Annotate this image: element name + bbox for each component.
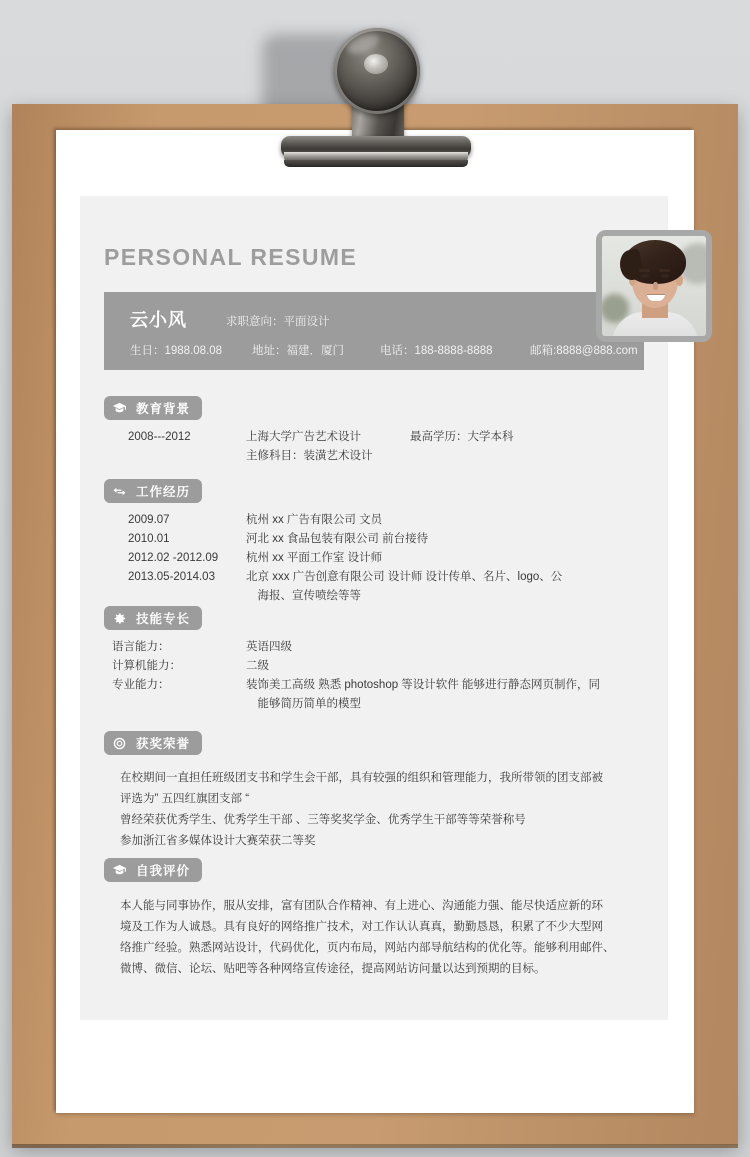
avatar-eye-right [661, 274, 669, 278]
skill-value-2: 装饰美工高级 熟悉 photoshop 等设计软件 能够进行静态网页制作，同 [246, 679, 600, 691]
clip-bar-bottom [284, 160, 468, 167]
gear-icon [112, 611, 127, 626]
skill-value-0: 英语四级 [246, 641, 292, 653]
section-header-education [104, 396, 202, 420]
work-period-0: 2009.07 [128, 514, 170, 526]
medal-icon [112, 736, 127, 751]
person-icon [112, 863, 127, 878]
profile-banner [104, 292, 644, 370]
education-extra [410, 428, 514, 447]
skills-labels [112, 638, 181, 695]
avatar-eye-left [641, 274, 649, 278]
exchange-arrows-icon [112, 484, 127, 499]
work-detail-4: 海报、宣传喷绘等等 [246, 590, 361, 602]
skill-label-1: 计算机能力： [112, 660, 181, 672]
page-title: PERSONAL RESUME [104, 244, 358, 270]
education-extra-0: 最高学历：大学本科 [410, 431, 514, 443]
self-eval-line-0: 本人能与同事协作，服从安排，富有团队合作精神、有上进心、沟通能力强、能尽快适应新的环 [120, 900, 603, 912]
contact-phone: 电话：188-8888-8888 [380, 345, 493, 357]
avatar [596, 230, 712, 342]
education-period-0: 2008---2012 [128, 431, 191, 443]
education-detail-1: 主修科目：装潢艺术设计 [246, 450, 373, 462]
section-label-skills: 技能专长 [136, 612, 191, 626]
resume-panel [80, 196, 668, 1020]
skill-value-3: 能够简历简单的模型 [246, 698, 361, 710]
work-period-1: 2010.01 [128, 533, 170, 545]
graduation-cap-icon [112, 401, 127, 416]
work-detail-3: 北京 xxx 广告创意有限公司 设计师 设计传单、名片、logo、公 [246, 571, 563, 583]
awards-line-3: 参加浙江省多媒体设计大赛荣获二等奖 [120, 835, 316, 847]
skill-value-1: 二级 [246, 660, 269, 672]
work-periods [128, 511, 218, 587]
education-details [246, 428, 373, 466]
section-header-work [104, 479, 202, 503]
awards-line-0: 在校期间一直担任班级团支书和学生会干部，具有较强的组织和管理能力，我所带领的团支部被 [120, 772, 603, 784]
avatar-nose [653, 282, 658, 290]
section-header-skills [104, 606, 202, 630]
work-detail-0: 杭州 xx 广告有限公司 文员 [246, 514, 383, 526]
avatar-photo [602, 236, 706, 336]
education-periods [128, 428, 191, 447]
self-eval-line-1: 境及工作为人诚恳。具有良好的网络推广技术，对工作认认真真，勤勤恳恳，积累了不少大型网 [120, 921, 603, 933]
education-detail-0: 上海大学广告艺术设计 [246, 431, 361, 443]
profile-name: 云小风 [130, 310, 187, 330]
skills-values [246, 638, 646, 714]
self-evaluation-text [120, 896, 650, 980]
section-label-awards: 获奖荣誉 [136, 737, 191, 751]
clipboard-clip-metal [0, 0, 750, 180]
avatar-brow-right [659, 269, 670, 272]
section-header-self-evaluation [104, 858, 202, 882]
contact-address: 地址：福建．厦门 [252, 345, 344, 357]
job-intent: 求职意向：平面设计 [226, 316, 330, 328]
avatar-brow-left [639, 269, 650, 272]
work-detail-1: 河北 xx 食品包装有限公司 前台接待 [246, 533, 429, 545]
work-detail-2: 杭州 xx 平面工作室 设计师 [246, 552, 383, 564]
self-eval-line-3: 微博、微信、论坛、贴吧等各种网络宣传途径，提高网站访问量以达到预期的目标。 [120, 963, 546, 975]
awards-text [120, 768, 640, 852]
section-label-education: 教育背景 [136, 402, 191, 416]
awards-line-1: 评选为” 五四红旗团支部 “ [120, 793, 250, 805]
section-header-awards [104, 731, 202, 755]
contact-email: 邮箱:8888@888.com [530, 345, 638, 357]
clip-disc [334, 28, 420, 114]
awards-line-2: 曾经荣获优秀学生、优秀学生干部 、三等奖奖学金、优秀学生干部等等荣誉称号 [120, 814, 526, 826]
skill-label-2: 专业能力： [112, 679, 170, 691]
section-label-work: 工作经历 [136, 485, 191, 499]
section-label-self-evaluation: 自我评价 [136, 864, 191, 878]
work-details [246, 511, 646, 606]
contact-birthday: 生日：1988.08.08 [130, 345, 223, 357]
work-period-3: 2013.05-2014.03 [128, 571, 215, 583]
skill-label-0: 语言能力： [112, 641, 170, 653]
self-eval-line-2: 络推广经验。熟悉网站设计，代码优化，页内布局，网站内部导航结构的优化等。能够利用邮件、 [120, 942, 615, 954]
work-period-2: 2012.02 -2012.09 [128, 552, 219, 564]
